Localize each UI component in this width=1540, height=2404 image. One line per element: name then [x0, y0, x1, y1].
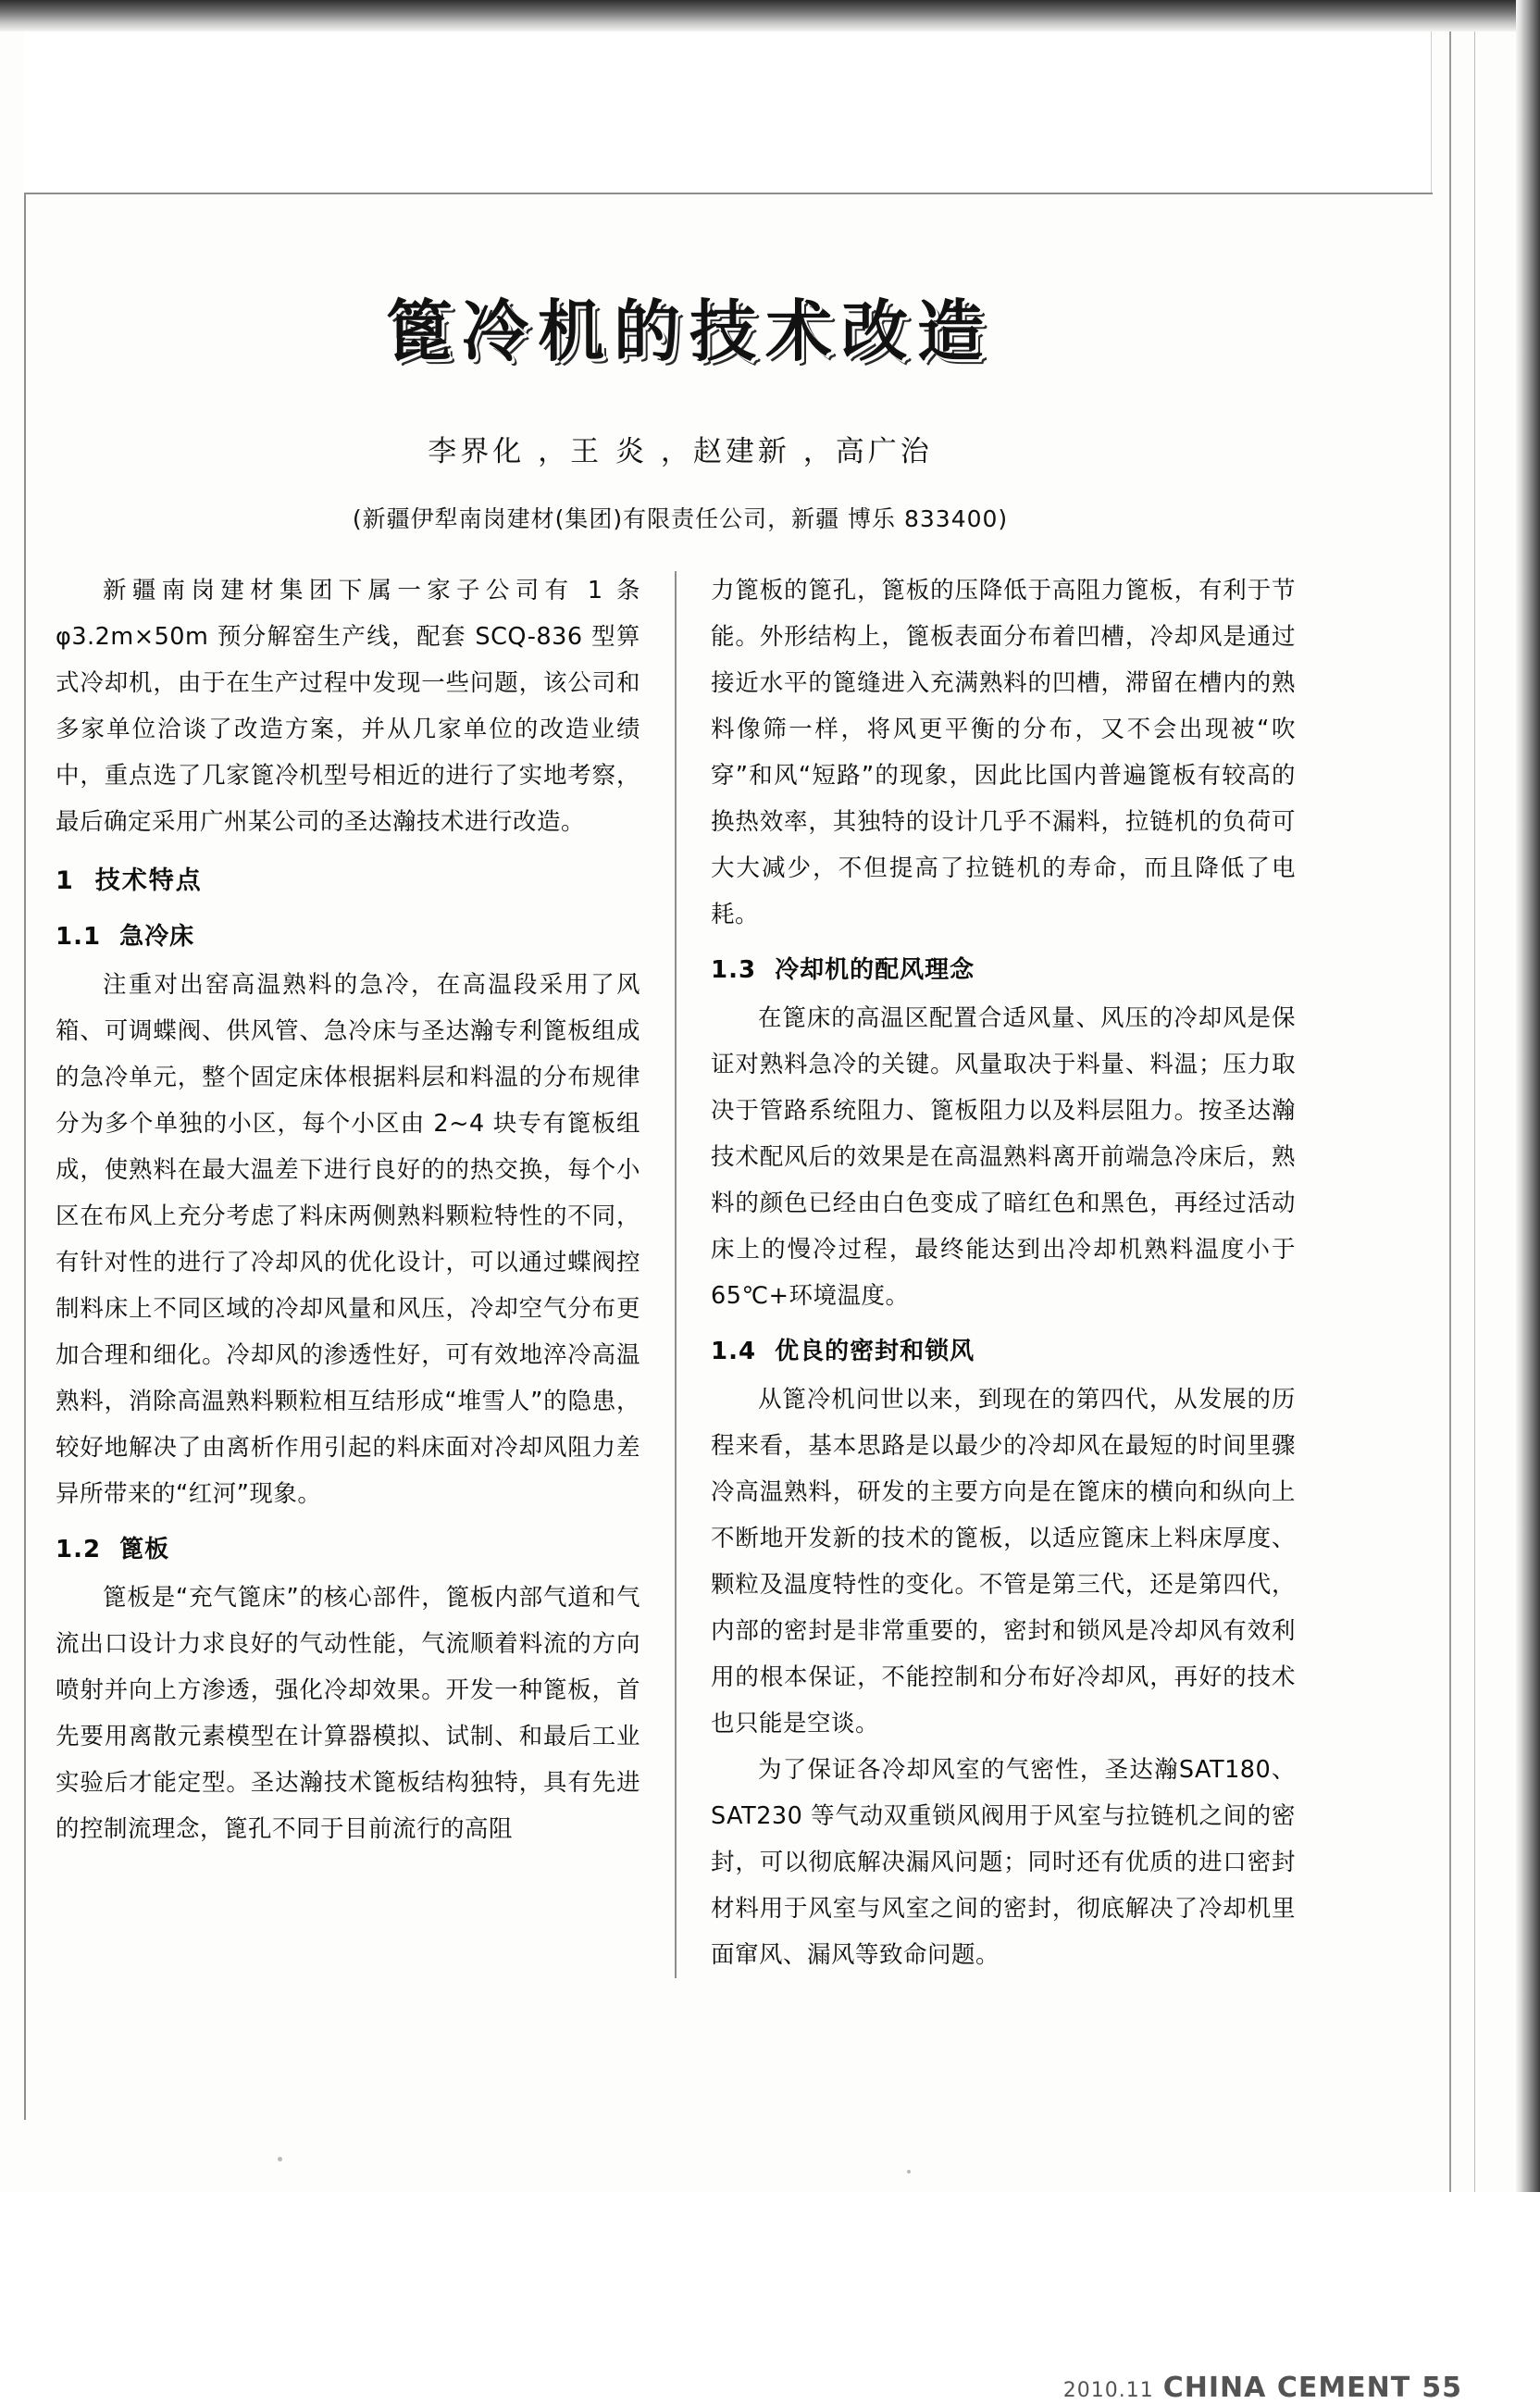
column-divider [675, 571, 677, 1978]
scan-edge-line [1449, 31, 1451, 2192]
paragraph-1-1: 注重对出窑高温熟料的急冷，在高温段采用了风箱、可调蝶阀、供风管、急冷床与圣达瀚专利篦板组成的急冷单元，整个固定床体根据料层和料温的分布规律分为多个单独的小区，每个小区由 2~4 块专有篦板组成，使熟料在最大温差下进行良好的的热交换，每个小区在布风上充分考虑了料床两侧熟料颗粒特性的不同，有针对性的进行了冷却风的优化设计，可以通过蝶阀控制料床上不同区域的冷却风量和风压，冷却空气分布更加合理和细化。冷却风的渗透性好，可有效地淬冷高温熟料，消除高温熟料颗粒相互结形成“堆雪人”的隐患，较好地解决了由离析作用引起的料床面对冷却风阻力差异所带来的“红河”现象。 [56, 971, 640, 1508]
paragraph-1-2-continued: 力篦板的篦孔，篦板的压降低于高阻力篦板，有利于节能。外形结构上，篦板表面分布着凹槽，冷却风是通过接近水平的篦缝进入充满熟料的凹槽，滞留在槽内的熟料像筛一样，将风更平衡的分布，又不会出现被“吹穿”和风“短路”的现象，因此比国内普遍篦板有较高的换热效率，其独特的设计几乎不漏料，拉链机的负荷可大大减少，不但提高了拉链机的寿命，而且降低了电耗。 [711, 577, 1296, 928]
subsection-title: 急冷床 [119, 923, 195, 951]
right-column [676, 567, 1296, 1978]
subsection-heading-1-2 [56, 1526, 640, 1573]
subsection-title: 冷却机的配风理念 [775, 956, 975, 984]
scan-speck [278, 2157, 282, 2161]
paragraph-1-4-b: 为了保证各冷却风室的气密性，圣达瀚SAT180、SAT230 等气动双重锁风阀用于风室与拉链机之间的密封，可以彻底解决漏风问题；同时还有优质的进口密封材料用于风室与风室之间的密封，彻底解决了冷却机里面窜风、漏风等致命问题。 [711, 1756, 1296, 1969]
subsection-title: 优良的密封和锁风 [775, 1338, 975, 1365]
paragraph-1-2: 篦板是“充气篦床”的核心部件，篦板内部气道和气流出口设计力求良好的气动性能，气流顺着料流的方向喷射并向上方渗透，强化冷却效果。开发一种篦板，首先要用离散元素模型在计算器模拟、试制、和最后工业实验后才能定型。圣达瀚技术篦板结构独特，具有先进的控制流理念，篦孔不同于目前流行的高阻 [56, 1584, 640, 1843]
document-body [56, 278, 1462, 2404]
subsection-number: 1.3 [711, 956, 757, 984]
two-column-layout [56, 567, 1305, 1978]
subsection-title: 篦板 [119, 1536, 170, 1563]
subsection-number: 1.2 [56, 1536, 102, 1563]
page-title: 篦冷机的技术改造 [385, 293, 993, 370]
scan-edge-line-secondary [1474, 31, 1475, 2192]
page-footer [56, 2372, 1540, 2404]
scan-speck [907, 2170, 911, 2174]
section-heading-1 [56, 858, 640, 904]
section-title: 技术特点 [94, 866, 203, 895]
authors-line: 李界化 ，王 炎 ，赵建新 ，高广治 [428, 435, 933, 468]
subsection-number: 1.1 [56, 923, 102, 951]
affiliation-line: (新疆伊犁南岗建材(集团)有限责任公司，新疆 博乐 833400) [352, 505, 1009, 532]
intro-paragraph: 新疆南岗建材集团下属一家子公司有 1 条 φ3.2m×50m 预分解窑生产线，配套 SCQ-836 型箅式冷却机，由于在生产过程中发现一些问题，该公司和多家单位洽谈了改造方案，并从几家单位的改造业绩中，重点选了几家篦冷机型号相近的进行了实地考察，最后确定采用广州某公司的圣达瀚技术进行改造。 [56, 577, 640, 836]
left-column [56, 567, 676, 1978]
subsection-heading-1-1 [56, 914, 640, 960]
subsection-heading-1-4 [711, 1328, 1296, 1375]
subsection-number: 1.4 [711, 1338, 757, 1365]
footer-journal: CHINA CEMENT [1162, 2372, 1411, 2404]
paragraph-1-4-a: 从篦冷机问世以来，到现在的第四代，从发展的历程来看，基本思路是以最少的冷却风在最短的时间里骤冷高温熟料，研发的主要方向是在篦床的横向和纵向上不断地开发新的技术的篦板，以适应篦床上料床厚度、颗粒及温度特性的变化。不管是第三代，还是第四代，内部的密封是非常重要的，密封和锁风是冷却风有效利用的根本保证，不能控制和分布好冷却风，再好的技术也只能是空谈。 [711, 1386, 1296, 1738]
subsection-heading-1-3 [711, 947, 1296, 993]
scan-top-shadow [0, 0, 1540, 31]
scan-right-shadow [1516, 0, 1540, 2192]
page-corner-fold [24, 31, 1432, 194]
footer-page-number: 55 [1422, 2372, 1462, 2404]
footer-date: 2010.11 [1062, 2379, 1154, 2402]
section-number: 1 [56, 866, 75, 895]
paragraph-1-3: 在篦床的高温区配置合适风量、风压的冷却风是保证对熟料急冷的关键。风量取决于料量、料温；压力取决于管路系统阻力、篦板阻力以及料层阻力。按圣达瀚技术配风后的效果是在高温熟料离开前端急冷床后，熟料的颜色已经由白色变成了暗红色和黑色，再经过活动床上的慢冷过程，最终能达到出冷却机熟料温度小于 65℃+环境温度。 [711, 1004, 1296, 1310]
